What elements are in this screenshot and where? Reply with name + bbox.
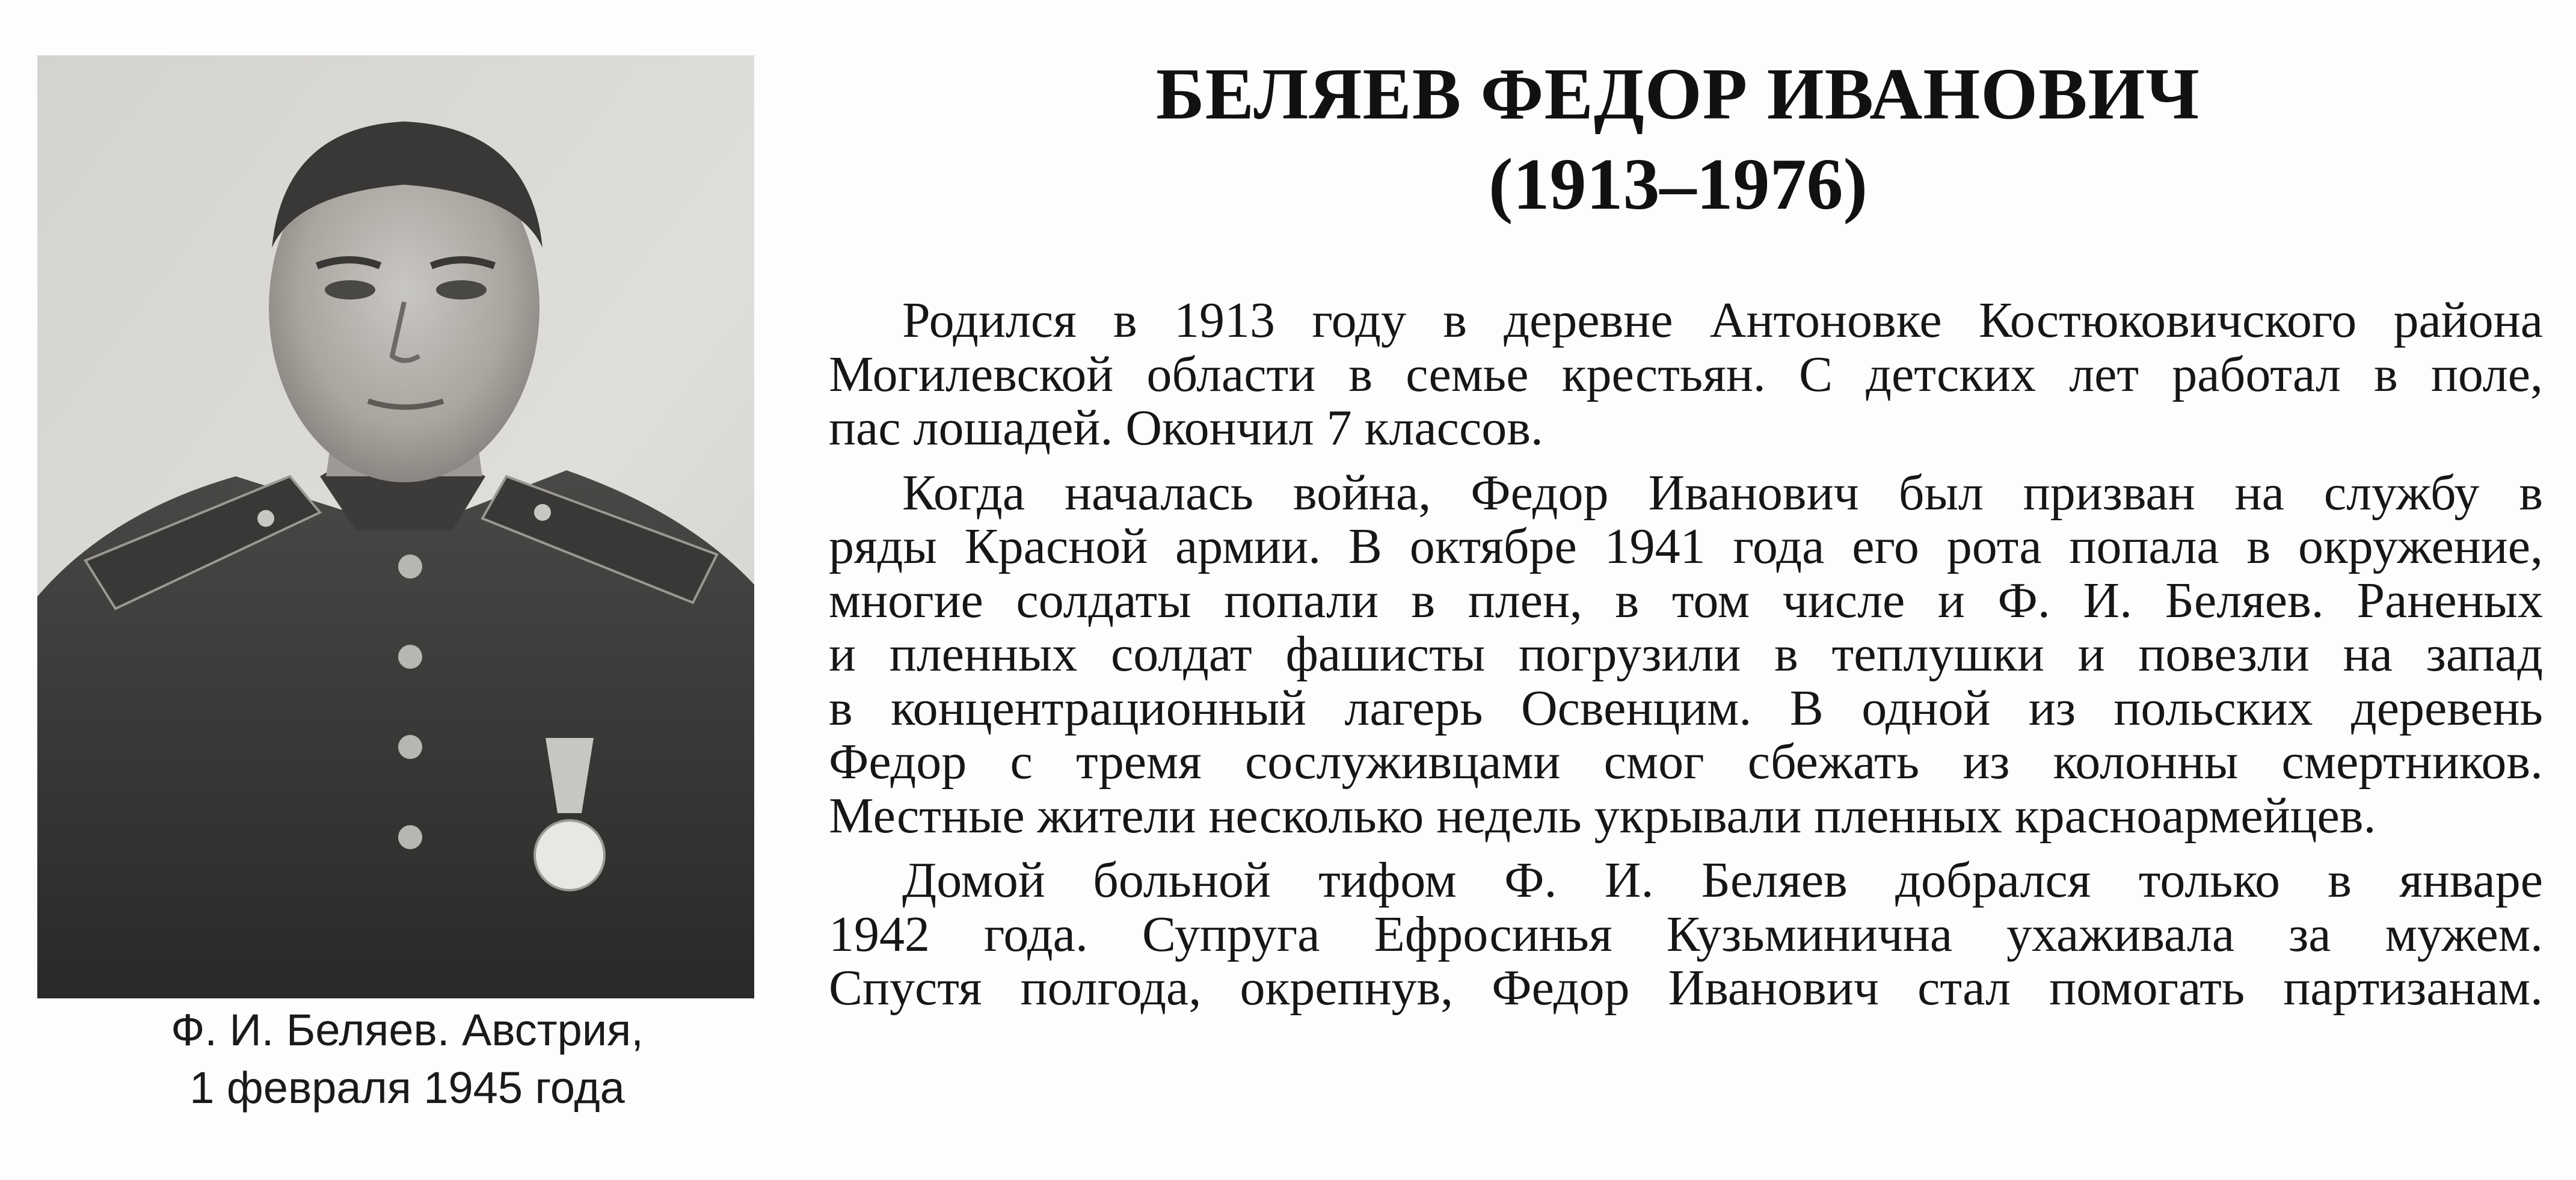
- text-line: Спустя полгода, окрепнув, Федор Иванович стал помогать партизанам.: [829, 960, 2543, 1016]
- text-line: 1942 года. Супруга Ефросинья Кузьминична ухаживала за мужем.: [829, 906, 2543, 962]
- text-line: Федор с тремя сослуживцами смог сбежать из колонны смертников.: [829, 734, 2543, 790]
- paragraph-gap: [829, 455, 2543, 466]
- text-line: ряды Красной армии. В октябре 1941 года его рота попала в окружение,: [829, 518, 2543, 574]
- portrait-image: [37, 55, 754, 998]
- text-line: Когда началась война, Федор Иванович был призван на службу в: [902, 464, 2543, 521]
- paragraph: [829, 466, 2543, 843]
- photo-caption: [37, 1001, 777, 1117]
- caption-line: Ф. И. Беляев. Австрия,: [171, 1005, 644, 1055]
- paragraph: [829, 293, 2543, 455]
- paragraph: [829, 853, 2543, 1015]
- text-line: Местные жители несколько недель укрывали пленных красноармейцев.: [829, 787, 2376, 844]
- life-years: (1913–1976): [1488, 144, 1868, 225]
- text-line: пас лошадей. Окончил 7 классов.: [829, 400, 1543, 456]
- text-line: многие солдаты попали в плен, в том числе и Ф. И. Беляев. Раненых: [829, 572, 2543, 628]
- text-line: и пленных солдат фашисты погрузили в теплушки и повезли на запад: [829, 626, 2543, 682]
- biography-text: [829, 293, 2543, 1015]
- text-line: Домой больной тифом Ф. И. Беляев добрался только в январе: [902, 852, 2543, 908]
- person-name: БЕЛЯЕВ ФЕДОР ИВАНОВИЧ: [1156, 54, 2200, 135]
- page-title: [830, 49, 2526, 230]
- text-line: в концентрационный лагерь Освенцим. В одной из польских деревень: [829, 680, 2543, 736]
- portrait-photo: [37, 55, 754, 998]
- text-line: Родился в 1913 году в деревне Антоновке Костюковичского района: [902, 292, 2543, 348]
- text-line: Могилевской области в семье крестьян. С детских лет работал в поле,: [829, 346, 2543, 402]
- caption-line: 1 февраля 1945 года: [189, 1063, 625, 1113]
